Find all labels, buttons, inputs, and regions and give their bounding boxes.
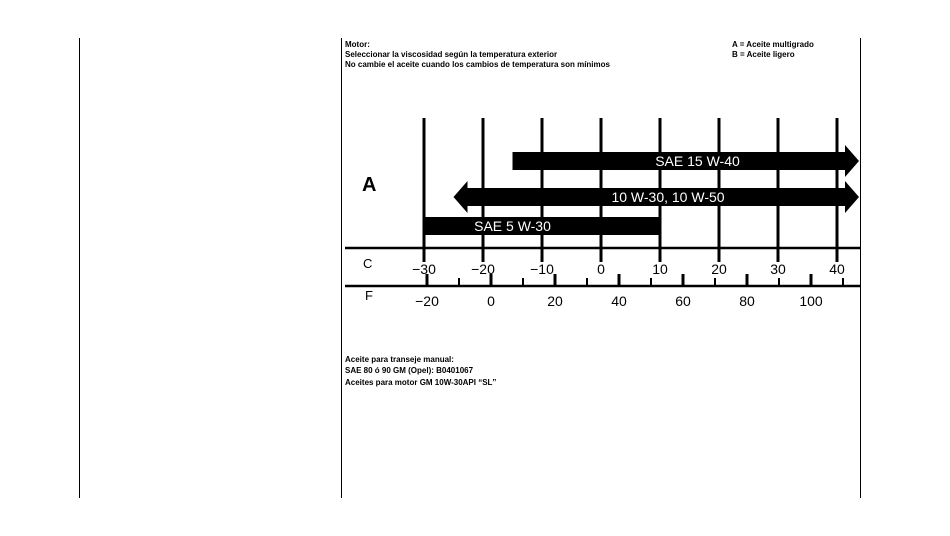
celsius-axis-label: C [363, 256, 373, 271]
engine-title: Motor: [345, 40, 370, 49]
celsius-tick-label-3: 0 [597, 261, 605, 277]
fahrenheit-tick-label-5: 80 [739, 293, 755, 309]
transaxle-oil-spec: SAE 80 ó 90 GM (Opel): B0401067 [345, 366, 474, 375]
viscosity-bar-label-1: 10 W-30, 10 W-50 [611, 189, 725, 205]
celsius-tick-label-1: −20 [471, 261, 495, 277]
celsius-tick-label-0: −30 [412, 261, 436, 277]
fahrenheit-tick-label-3: 40 [611, 293, 627, 309]
viscosity-bar-label-0: SAE 15 W-40 [655, 153, 740, 169]
celsius-tick-label-5: 20 [711, 261, 727, 277]
celsius-tick-label-2: −10 [530, 261, 554, 277]
transaxle-oil-heading: Aceite para transeje manual: [345, 355, 454, 364]
fahrenheit-axis-label: F [365, 288, 373, 303]
celsius-tick-label-4: 10 [652, 261, 668, 277]
viscosity-instruction: Seleccionar la viscosidad según la temperatura exterior [345, 50, 558, 59]
fahrenheit-tick-label-6: 100 [799, 293, 823, 309]
legend-multigrade: A = Aceite multigrado [732, 40, 814, 49]
fahrenheit-tick-label-0: −20 [415, 293, 439, 309]
celsius-tick-label-7: 40 [829, 261, 845, 277]
multigrade-group-label: A [362, 174, 377, 196]
legend-light-oil: B = Aceite ligero [732, 50, 795, 59]
oil-change-note: No cambie el aceite cuando los cambios de temperatura son mínimos [345, 60, 610, 69]
engine-oil-spec: Aceites para motor GM 10W-30API “SL” [345, 378, 497, 387]
viscosity-bar-label-2: SAE 5 W-30 [474, 218, 551, 234]
fahrenheit-tick-label-1: 0 [487, 293, 495, 309]
celsius-tick-label-6: 30 [770, 261, 786, 277]
fahrenheit-tick-label-2: 20 [547, 293, 563, 309]
fahrenheit-tick-label-4: 60 [675, 293, 691, 309]
